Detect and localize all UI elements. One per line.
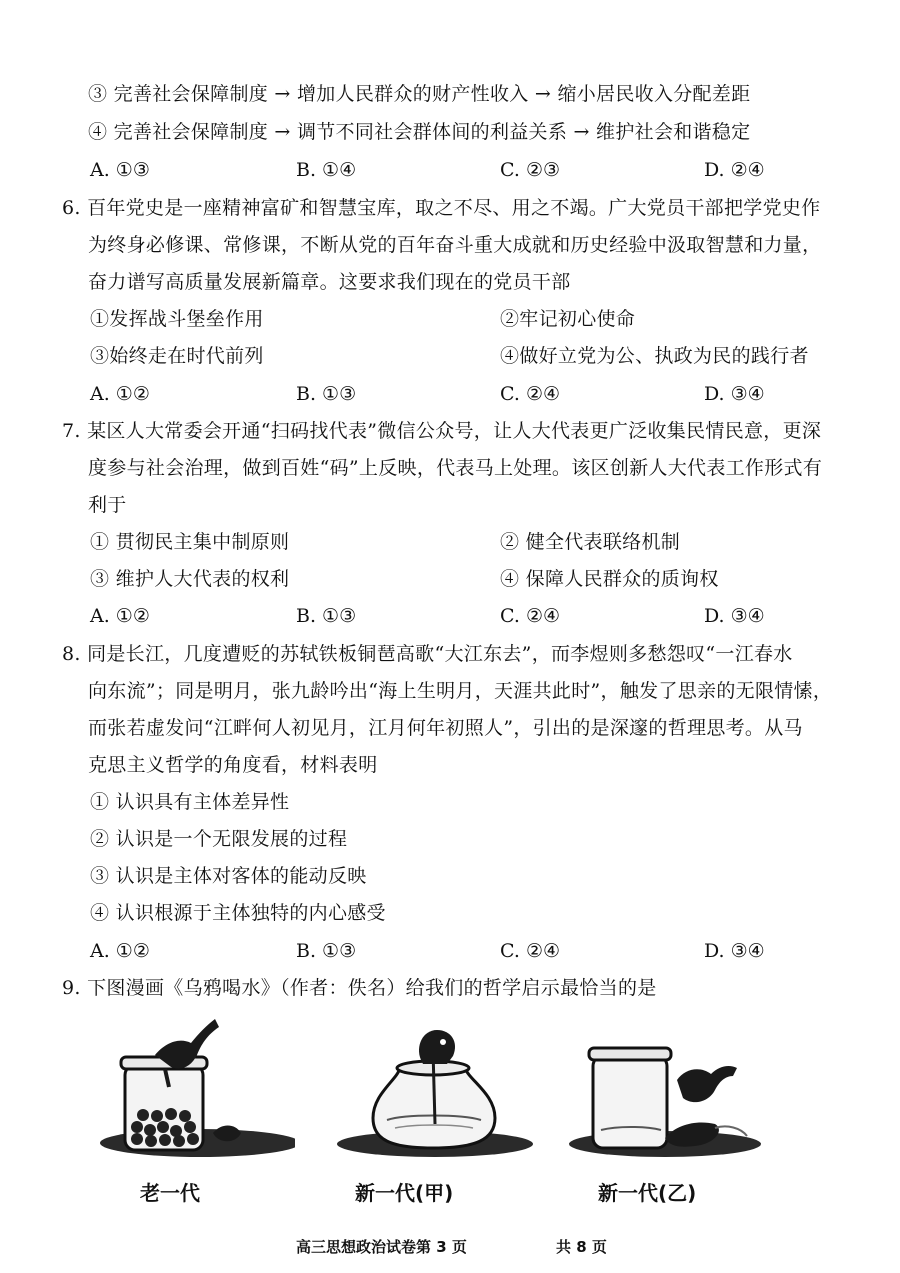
q8-stem-line-4: 克思主义哲学的角度看，材料表明	[88, 754, 378, 776]
q7-item-3: ③ 维护人大代表的权利	[90, 568, 290, 590]
q8-stem-line-1: 8. 同是长江，几度遭贬的苏轼铁板铜琶高歌“大江东去”，而李煜则多愁怨叹“一江春水	[62, 643, 793, 665]
q8-item-1: ① 认识具有主体差异性	[90, 791, 290, 813]
q8-item-2: ② 认识是一个无限发展的过程	[90, 828, 348, 850]
q6-stem-line-2: 为终身必修课、常修课，不断从党的百年奋斗重大成就和历史经验中汲取智慧和力量，	[88, 234, 822, 256]
q6-item-4: ④做好立党为公、执政为民的践行者	[500, 345, 809, 367]
q8-choice-b: B. ①③	[296, 940, 357, 962]
q7-item-1: ① 贯彻民主集中制原则	[90, 531, 290, 553]
q5-choice-d: D. ②④	[704, 159, 765, 181]
q8-choice-d: D. ③④	[704, 940, 765, 962]
cartoon-new-generation-a	[335, 1020, 535, 1165]
q7-item-2: ② 健全代表联络机制	[500, 531, 681, 553]
q7-choice-d: D. ③④	[704, 605, 765, 627]
q6-choice-d: D. ③④	[704, 383, 765, 405]
q8-item-3: ③ 认识是主体对客体的能动反映	[90, 865, 367, 887]
footer-page-number: 高三思想政治试卷第 3 页	[296, 1238, 467, 1256]
footer-total-pages: 共 8 页	[556, 1238, 607, 1256]
q7-choice-a: A. ①②	[90, 605, 150, 627]
q5-item-3: ③ 完善社会保障制度 → 增加人民群众的财产性收入 → 缩小居民收入分配差距	[88, 83, 751, 105]
caption-new-generation-a: 新一代(甲)	[355, 1181, 454, 1205]
caption-old-generation: 老一代	[140, 1181, 200, 1205]
q7-item-4: ④ 保障人民群众的质询权	[500, 568, 719, 590]
q7-choice-b: B. ①③	[296, 605, 357, 627]
q6-stem-line-3: 奋力谱写高质量发展新篇章。这要求我们现在的党员干部	[88, 271, 571, 293]
q6-choice-c: C. ②④	[500, 383, 561, 405]
q8-stem-line-2: 向东流”；同是明月，张九龄吟出“海上生明月，天涯共此时”，触发了思亲的无限情愫，	[88, 680, 833, 702]
q6-stem-line-1: 6. 百年党史是一座精神富矿和智慧宝库，取之不尽、用之不竭。广大党员干部把学党史作	[62, 197, 821, 219]
q7-choice-c: C. ②④	[500, 605, 561, 627]
q6-choice-b: B. ①③	[296, 383, 357, 405]
q6-item-1: ①发挥战斗堡垒作用	[90, 308, 264, 330]
q8-choice-c: C. ②④	[500, 940, 561, 962]
q5-choice-c: C. ②③	[500, 159, 561, 181]
cartoon-old-generation	[95, 1015, 295, 1165]
q7-stem-line-2: 度参与社会治理，做到百姓“码”上反映，代表马上处理。该区创新人大代表工作形式有	[88, 457, 823, 479]
q5-choice-b: B. ①④	[296, 159, 357, 181]
caption-new-generation-b: 新一代(乙)	[598, 1181, 697, 1205]
q8-item-4: ④ 认识根源于主体独特的内心感受	[90, 902, 386, 924]
q7-stem-line-1: 7. 某区人大常委会开通“扫码找代表”微信公众号，让人大代表更广泛收集民情民意，更深	[62, 420, 822, 442]
q5-item-4: ④ 完善社会保障制度 → 调节不同社会群体间的利益关系 → 维护社会和谐稳定	[88, 121, 751, 143]
q6-choice-a: A. ①②	[90, 383, 150, 405]
cartoon-new-generation-b	[565, 1020, 765, 1165]
q8-choice-a: A. ①②	[90, 940, 150, 962]
q6-item-3: ③始终走在时代前列	[90, 345, 264, 367]
q9-stem: 9. 下图漫画《乌鸦喝水》（作者：佚名）给我们的哲学启示最恰当的是	[62, 977, 657, 999]
q8-stem-line-3: 而张若虚发问“江畔何人初见月，江月何年初照人”，引出的是深邃的哲理思考。从马	[88, 717, 803, 739]
q7-stem-line-3: 利于	[88, 494, 127, 516]
q5-choice-a: A. ①③	[90, 159, 150, 181]
q6-item-2: ②牢记初心使命	[500, 308, 636, 330]
